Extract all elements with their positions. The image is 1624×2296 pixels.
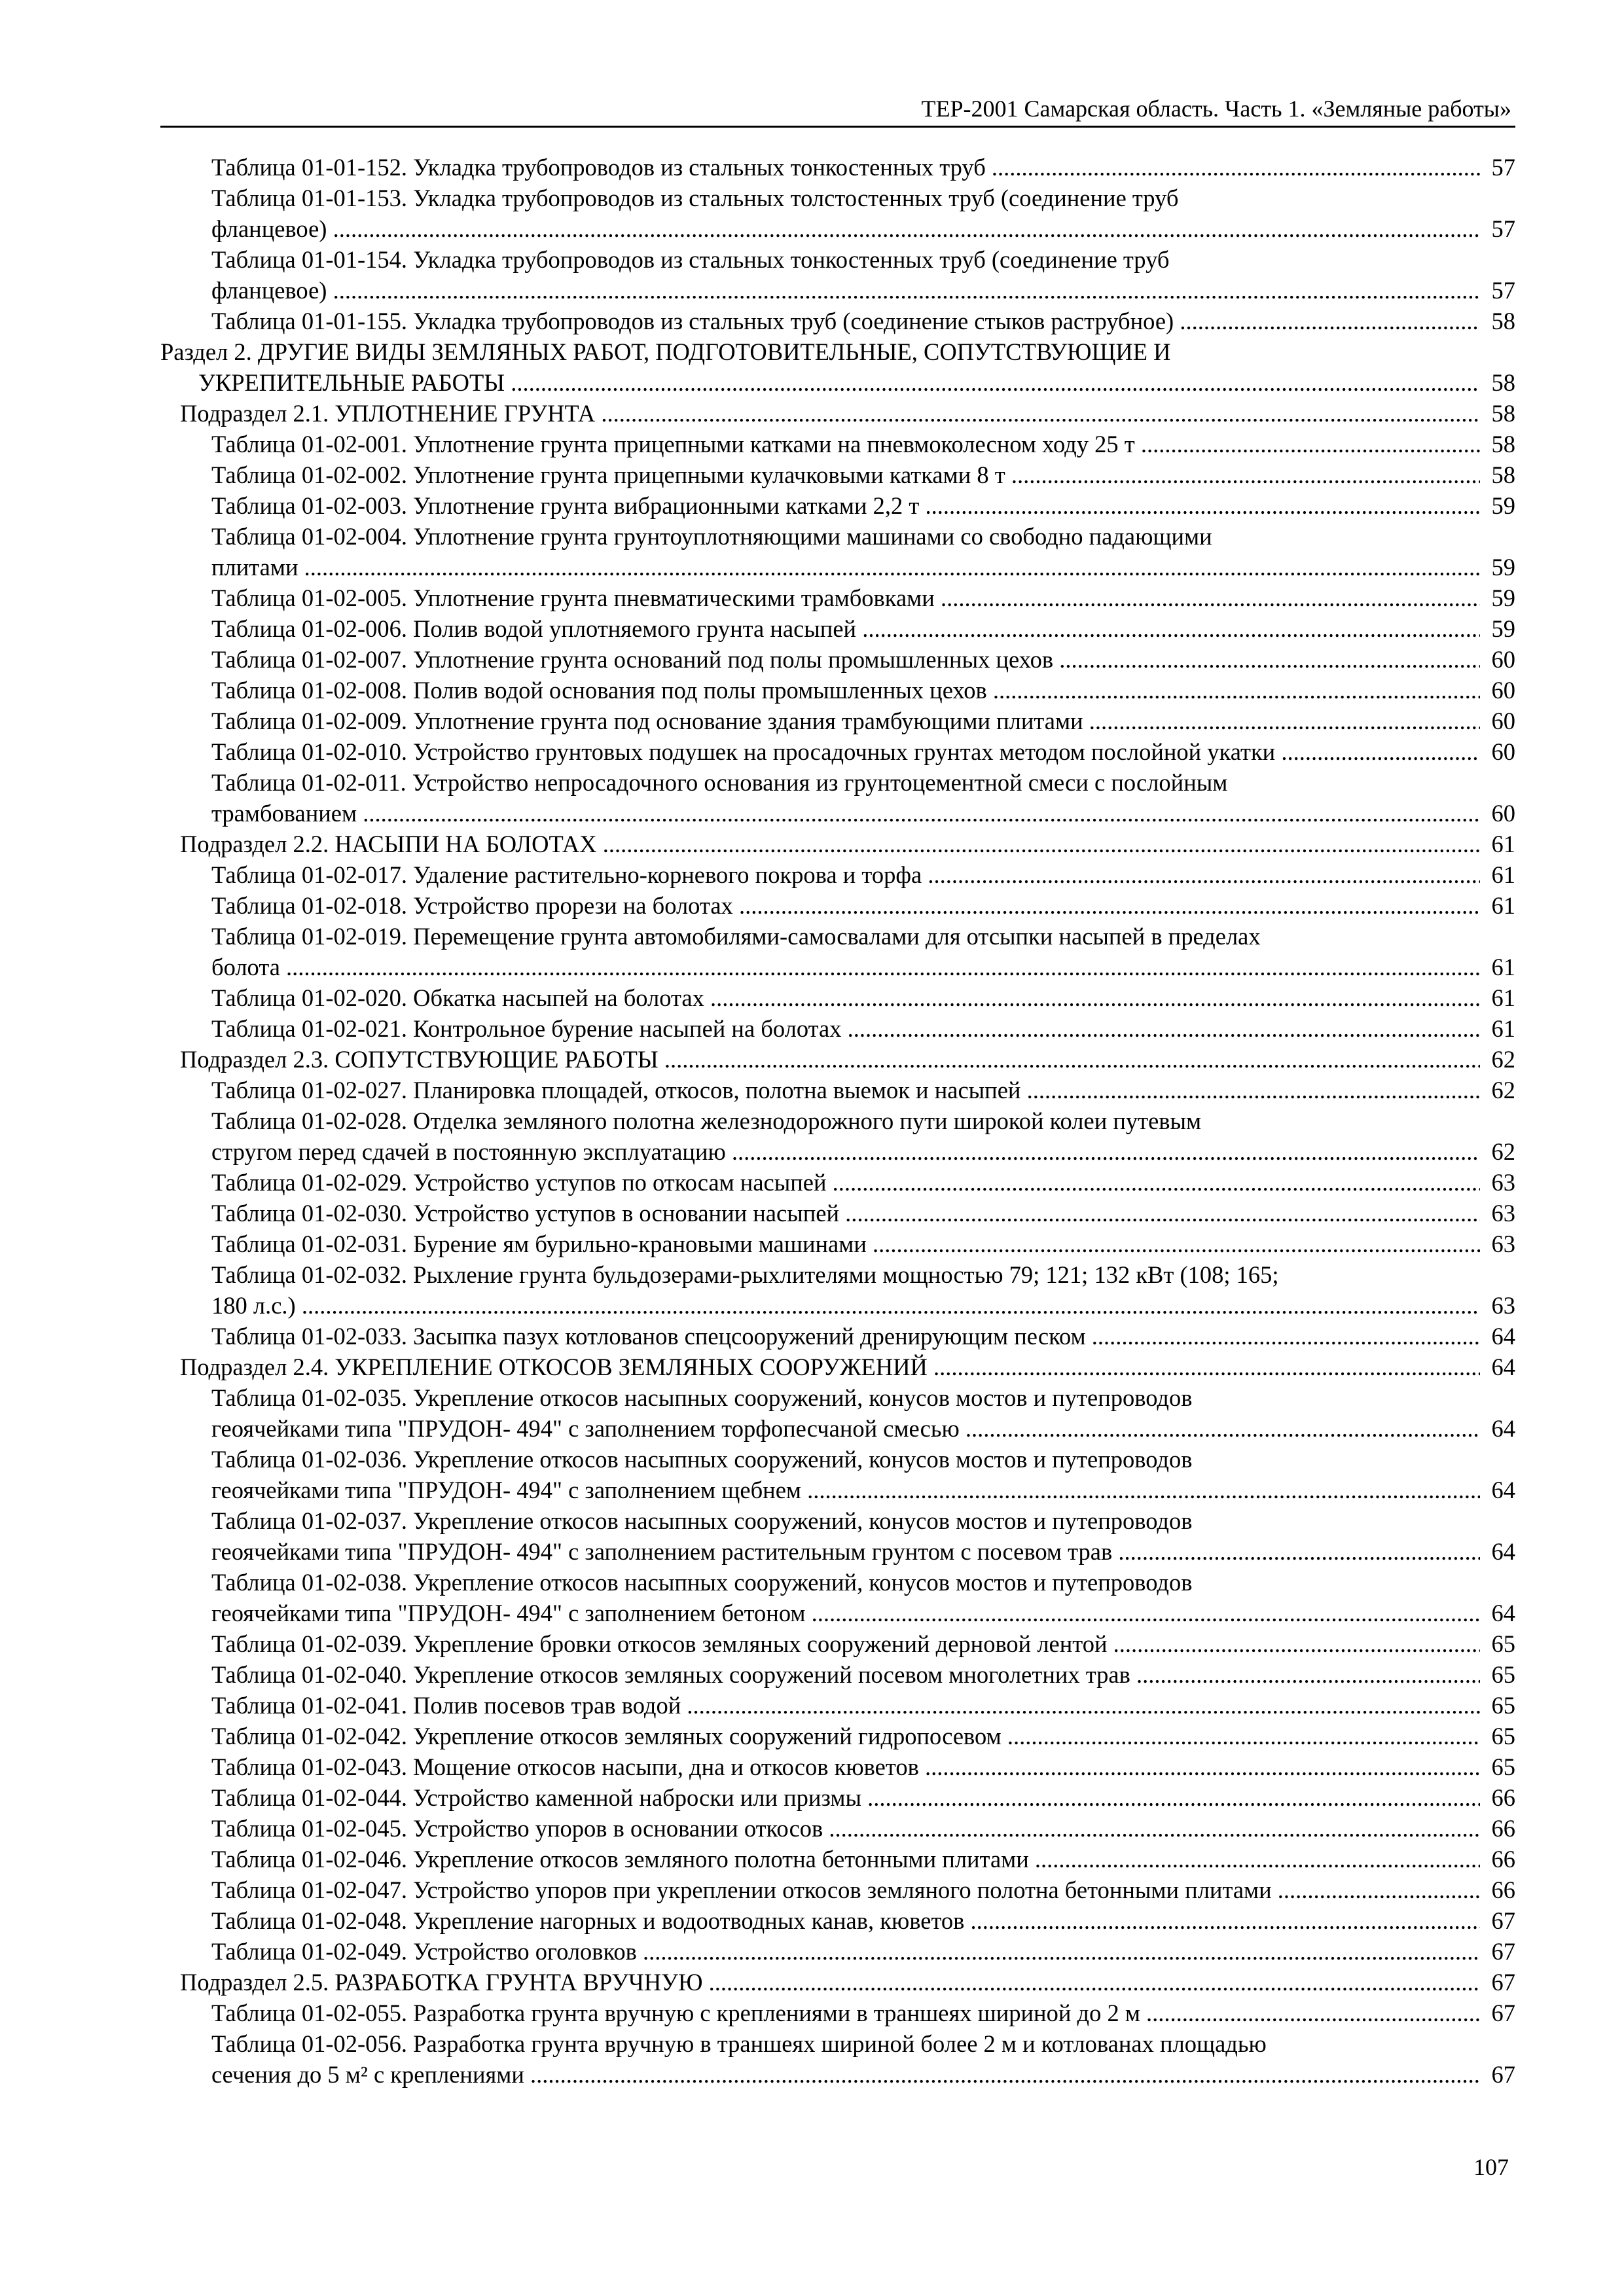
toc-entry-text: Таблица 01-02-002. Уплотнение грунта прицепными кулачковыми катками 8 т ..... (211, 459, 1480, 490)
toc-line[interactable] (160, 1536, 1515, 1567)
toc-entry-text: Таблица 01-02-027. Планировка площадей, откосов, полотна выемок и насыпей ..... (211, 1075, 1480, 1105)
toc-page-number: 61 (1491, 984, 1515, 1011)
toc-page-number: 61 (1491, 954, 1515, 980)
toc-line (160, 1444, 1515, 1475)
toc-entry-text: Подраздел 2.1. УПЛОТНЕНИЕ ГРУНТА ..... (180, 398, 1480, 429)
toc-line[interactable] (160, 1936, 1515, 1967)
toc-entry-text: Таблица 01-01-152. Укладка трубопроводов из стальных тонкостенных труб ..... (211, 152, 1480, 183)
toc-page-number: 64 (1491, 1354, 1515, 1380)
toc-page-number: 63 (1491, 1292, 1515, 1319)
toc-page-number: 59 (1491, 554, 1515, 581)
toc-entry-text: Таблица 01-02-036. Укрепление откосов насыпных сооружений, конусов мостов и путепроводов (211, 1446, 1193, 1473)
toc-line[interactable] (160, 1013, 1515, 1044)
toc-line[interactable] (160, 706, 1515, 736)
toc-entry-text: Таблица 01-01-153. Укладка трубопроводов из стальных толстостенных труб (соединение труб (211, 185, 1179, 211)
toc-line[interactable] (160, 2059, 1515, 2090)
toc-entry-text: Таблица 01-02-043. Мощение откосов насыпи, дна и откосов кюветов ..... (211, 1751, 1480, 1782)
toc-line[interactable] (160, 1167, 1515, 1198)
toc-entry-text: Таблица 01-02-009. Уплотнение грунта под основание здания трамбующими плитами ..... (211, 706, 1480, 736)
toc-line[interactable] (160, 583, 1515, 613)
toc-line[interactable] (160, 275, 1515, 306)
toc-page-number: 64 (1491, 1477, 1515, 1503)
toc-line[interactable] (160, 675, 1515, 706)
toc-line[interactable] (160, 1751, 1515, 1782)
toc-entry-text: плитами ..... (211, 552, 1480, 583)
toc-entry-text: Таблица 01-02-017. Удаление растительно-корневого покрова и торфа ..... (211, 859, 1480, 890)
toc-line[interactable] (160, 613, 1515, 644)
toc-line[interactable] (160, 1905, 1515, 1936)
toc-page-number: 62 (1491, 1138, 1515, 1165)
toc-line[interactable] (160, 1475, 1515, 1505)
toc-line (160, 1259, 1515, 1290)
toc-entry-text: Таблица 01-02-007. Уплотнение грунта оснований под полы промышленных цехов ..... (211, 644, 1480, 675)
toc-entry-text: трамбованием ..... (211, 798, 1480, 829)
table-of-contents (160, 152, 1515, 2090)
toc-page-number: 62 (1491, 1077, 1515, 1103)
toc-line (160, 1382, 1515, 1413)
toc-line[interactable] (160, 1321, 1515, 1352)
toc-line[interactable] (160, 1136, 1515, 1167)
toc-page-number: 63 (1491, 1169, 1515, 1196)
toc-page-number: 66 (1491, 1784, 1515, 1811)
toc-line[interactable] (160, 1659, 1515, 1690)
toc-page-number: 65 (1491, 1692, 1515, 1719)
toc-page-number: 65 (1491, 1661, 1515, 1688)
toc-line[interactable] (160, 1782, 1515, 1813)
toc-line[interactable] (160, 1044, 1515, 1075)
toc-entry-text: Таблица 01-02-045. Устройство упоров в основании откосов ..... (211, 1813, 1480, 1844)
toc-entry-text: стругом перед сдачей в постоянную эксплуатацию ..... (211, 1136, 1480, 1167)
toc-entry-text: УКРЕПИТЕЛЬНЫЕ РАБОТЫ ..... (198, 367, 1480, 398)
toc-entry-text: Таблица 01-02-049. Устройство оголовков ..... (211, 1936, 1480, 1967)
toc-entry-text: геоячейками типа "ПРУДОН- 494" с заполнением растительным грунтом с посевом трав ..... (211, 1536, 1480, 1567)
toc-entry-text: фланцевое) ..... (211, 213, 1480, 244)
toc-page-number: 63 (1491, 1200, 1515, 1227)
toc-line[interactable] (160, 1413, 1515, 1444)
toc-line[interactable] (160, 644, 1515, 675)
toc-page-number: 64 (1491, 1323, 1515, 1350)
toc-line[interactable] (160, 1075, 1515, 1105)
toc-entry-text: Таблица 01-02-005. Уплотнение грунта пневматическими трамбовками ..... (211, 583, 1480, 613)
toc-page-number: 61 (1491, 892, 1515, 919)
toc-line[interactable] (160, 490, 1515, 521)
toc-line[interactable] (160, 798, 1515, 829)
page-header (160, 89, 1515, 128)
toc-entry-text: Подраздел 2.4. УКРЕПЛЕНИЕ ОТКОСОВ ЗЕМЛЯНЫХ СООРУЖЕНИЙ ..... (180, 1352, 1480, 1382)
toc-line[interactable] (160, 152, 1515, 183)
toc-page-number: 58 (1491, 400, 1515, 427)
toc-page-number: 61 (1491, 1015, 1515, 1042)
toc-line (160, 1105, 1515, 1136)
toc-entry-text: Таблица 01-02-056. Разработка грунта вручную в траншеях шириной более 2 м и котлованах площадью (211, 2030, 1267, 2057)
toc-entry-text: Таблица 01-02-004. Уплотнение грунта грунтоуплотняющими машинами со свободно падающими (211, 523, 1212, 550)
toc-entry-text: Таблица 01-02-008. Полив водой основания под полы промышленных цехов ..... (211, 675, 1480, 706)
toc-entry-text: Таблица 01-02-003. Уплотнение грунта вибрационными катками 2,2 т ..... (211, 490, 1480, 521)
toc-page-number: 58 (1491, 461, 1515, 488)
toc-entry-text: Таблица 01-02-019. Перемещение грунта автомобилями-самосвалами для отсыпки насыпей в пределах (211, 923, 1261, 950)
toc-entry-text: Подраздел 2.2. НАСЫПИ НА БОЛОТАХ ..... (180, 829, 1480, 859)
toc-page-number: 60 (1491, 677, 1515, 704)
toc-entry-text: Таблица 01-02-039. Укрепление бровки откосов земляных сооружений дерновой лентой ..... (211, 1628, 1480, 1659)
toc-entry-text: Таблица 01-02-047. Устройство упоров при укреплении откосов земляного полотна бетонными плитами ..... (211, 1874, 1480, 1905)
toc-page-number: 57 (1491, 154, 1515, 181)
toc-entry-text: Таблица 01-01-155. Укладка трубопроводов из стальных труб (соединение стыков раструбное) ..... (211, 306, 1480, 336)
header-title: ТЕР-2001 Самарская область. Часть 1. «Земляные работы» (921, 96, 1511, 122)
toc-page-number: 58 (1491, 369, 1515, 396)
toc-entry-text: 180 л.с.) ..... (211, 1290, 1480, 1321)
toc-entry-text: Таблица 01-02-006. Полив водой уплотняемого грунта насыпей ..... (211, 613, 1480, 644)
toc-page-number: 60 (1491, 738, 1515, 765)
toc-line (160, 521, 1515, 552)
toc-entry-text: Таблица 01-02-048. Укрепление нагорных и водоотводных канав, кюветов ..... (211, 1905, 1480, 1936)
toc-entry-text: Таблица 01-02-035. Укрепление откосов насыпных сооружений, конусов мостов и путепроводов (211, 1384, 1193, 1411)
toc-line[interactable] (160, 1290, 1515, 1321)
toc-page-number: 67 (1491, 1938, 1515, 1965)
toc-entry-text: Раздел 2. ДРУГИЕ ВИДЫ ЗЕМЛЯНЫХ РАБОТ, ПОДГОТОВИТЕЛЬНЫЕ, СОПУТСТВУЮЩИЕ И (160, 338, 1171, 365)
toc-line[interactable] (160, 829, 1515, 859)
toc-line[interactable] (160, 552, 1515, 583)
toc-page-number: 60 (1491, 708, 1515, 734)
toc-page-number: 67 (1491, 1969, 1515, 1996)
toc-line (160, 1567, 1515, 1598)
toc-entry-text: Таблица 01-02-038. Укрепление откосов насыпных сооружений, конусов мостов и путепроводов (211, 1569, 1193, 1596)
toc-line[interactable] (160, 1967, 1515, 1998)
toc-line[interactable] (160, 1229, 1515, 1259)
toc-entry-text: Таблица 01-02-030. Устройство уступов в основании насыпей ..... (211, 1198, 1480, 1229)
toc-entry-text: геоячейками типа "ПРУДОН- 494" с заполнением бетоном ..... (211, 1598, 1480, 1628)
toc-entry-text: Таблица 01-02-041. Полив посевов трав водой ..... (211, 1690, 1480, 1721)
toc-entry-text: Таблица 01-02-037. Укрепление откосов насыпных сооружений, конусов мостов и путепроводов (211, 1507, 1193, 1534)
toc-page-number: 58 (1491, 308, 1515, 334)
toc-line (160, 921, 1515, 952)
toc-entry-text: Таблица 01-02-032. Рыхление грунта бульдозерами-рыхлителями мощностью 79; 121; 132 кВт (108; 165; (211, 1261, 1279, 1288)
toc-line[interactable] (160, 398, 1515, 429)
toc-page-number: 64 (1491, 1600, 1515, 1626)
toc-page-number: 67 (1491, 1907, 1515, 1934)
toc-page-number: 57 (1491, 215, 1515, 242)
toc-line[interactable] (160, 859, 1515, 890)
toc-page-number: 65 (1491, 1630, 1515, 1657)
toc-line[interactable] (160, 306, 1515, 336)
toc-line[interactable] (160, 1598, 1515, 1628)
toc-page-number: 66 (1491, 1815, 1515, 1842)
toc-line[interactable] (160, 890, 1515, 921)
toc-page-number: 59 (1491, 584, 1515, 611)
toc-page-number: 65 (1491, 1723, 1515, 1749)
page-number: 107 (1473, 2154, 1509, 2180)
toc-page-number: 59 (1491, 492, 1515, 519)
toc-entry-text: Таблица 01-02-028. Отделка земляного полотна железнодорожного пути широкой колеи путевым (211, 1107, 1202, 1134)
toc-line[interactable] (160, 736, 1515, 767)
toc-entry-text: геоячейками типа "ПРУДОН- 494" с заполнением торфопесчаной смесью ..... (211, 1413, 1480, 1444)
toc-entry-text: Таблица 01-02-046. Укрепление откосов земляного полотна бетонными плитами ..... (211, 1844, 1480, 1874)
toc-line[interactable] (160, 1721, 1515, 1751)
toc-entry-text: Таблица 01-02-055. Разработка грунта вручную с креплениями в траншеях шириной до 2 м ..... (211, 1998, 1480, 2028)
toc-page-number: 58 (1491, 431, 1515, 457)
toc-page-number: 64 (1491, 1538, 1515, 1565)
toc-line (160, 1505, 1515, 1536)
toc-line (160, 2028, 1515, 2059)
toc-entry-text: геоячейками типа "ПРУДОН- 494" с заполнением щебнем ..... (211, 1475, 1480, 1505)
toc-page-number: 66 (1491, 1846, 1515, 1873)
toc-line (160, 767, 1515, 798)
toc-line[interactable] (160, 1352, 1515, 1382)
toc-line[interactable] (160, 429, 1515, 459)
toc-entry-text: Таблица 01-02-018. Устройство прорези на болотах ..... (211, 890, 1480, 921)
toc-line[interactable] (160, 367, 1515, 398)
toc-entry-text: Таблица 01-02-001. Уплотнение грунта прицепными катками на пневмоколесном ходу 25 т ..... (211, 429, 1480, 459)
toc-page-number: 65 (1491, 1753, 1515, 1780)
toc-line[interactable] (160, 1628, 1515, 1659)
toc-page-number: 64 (1491, 1415, 1515, 1442)
toc-page-number: 57 (1491, 277, 1515, 304)
toc-line[interactable] (160, 459, 1515, 490)
toc-entry-text: Таблица 01-02-040. Укрепление откосов земляных сооружений посевом многолетних трав ..... (211, 1659, 1480, 1690)
toc-page-number: 61 (1491, 831, 1515, 857)
toc-line[interactable] (160, 1844, 1515, 1874)
toc-page-number: 60 (1491, 646, 1515, 673)
toc-entry-text: Таблица 01-02-029. Устройство уступов по откосам насыпей ..... (211, 1167, 1480, 1198)
toc-entry-text: Таблица 01-02-033. Засыпка пазух котлованов спецсооружений дренирующим песком ..... (211, 1321, 1480, 1352)
toc-page-number: 67 (1491, 2061, 1515, 2088)
toc-page-number: 67 (1491, 2000, 1515, 2026)
toc-entry-text: Таблица 01-02-044. Устройство каменной наброски или призмы ..... (211, 1782, 1480, 1813)
toc-page-number: 62 (1491, 1046, 1515, 1073)
toc-entry-text: сечения до 5 м² с креплениями ..... (211, 2059, 1480, 2090)
toc-line[interactable] (160, 1874, 1515, 1905)
toc-page-number: 63 (1491, 1230, 1515, 1257)
toc-entry-text: Таблица 01-02-020. Обкатка насыпей на болотах ..... (211, 982, 1480, 1013)
toc-page-number: 59 (1491, 615, 1515, 642)
toc-line[interactable] (160, 952, 1515, 982)
toc-line[interactable] (160, 1198, 1515, 1229)
toc-line (160, 336, 1515, 367)
toc-line[interactable] (160, 1690, 1515, 1721)
toc-line (160, 244, 1515, 275)
toc-entry-text: Таблица 01-01-154. Укладка трубопроводов из стальных тонкостенных труб (соединение труб (211, 246, 1170, 273)
toc-line[interactable] (160, 982, 1515, 1013)
toc-entry-text: Таблица 01-02-031. Бурение ям бурильно-крановыми машинами ..... (211, 1229, 1480, 1259)
toc-page-number: 66 (1491, 1876, 1515, 1903)
toc-line (160, 183, 1515, 213)
toc-entry-text: болота ..... (211, 952, 1480, 982)
toc-line[interactable] (160, 1813, 1515, 1844)
toc-entry-text: Подраздел 2.5. РАЗРАБОТКА ГРУНТА ВРУЧНУЮ ..... (180, 1967, 1480, 1998)
toc-entry-text: Подраздел 2.3. СОПУТСТВУЮЩИЕ РАБОТЫ ..... (180, 1044, 1480, 1075)
toc-entry-text: фланцевое) ..... (211, 275, 1480, 306)
toc-page-number: 60 (1491, 800, 1515, 827)
toc-line[interactable] (160, 213, 1515, 244)
toc-entry-text: Таблица 01-02-042. Укрепление откосов земляных сооружений гидропосевом ..... (211, 1721, 1480, 1751)
toc-line[interactable] (160, 1998, 1515, 2028)
toc-page-number: 61 (1491, 861, 1515, 888)
toc-entry-text: Таблица 01-02-021. Контрольное бурение насыпей на болотах ..... (211, 1013, 1480, 1044)
toc-entry-text: Таблица 01-02-010. Устройство грунтовых подушек на просадочных грунтах методом послойной укатки ..... (211, 736, 1480, 767)
toc-entry-text: Таблица 01-02-011. Устройство непросадочного основания из грунтоцементной смеси с послойным (211, 769, 1228, 796)
